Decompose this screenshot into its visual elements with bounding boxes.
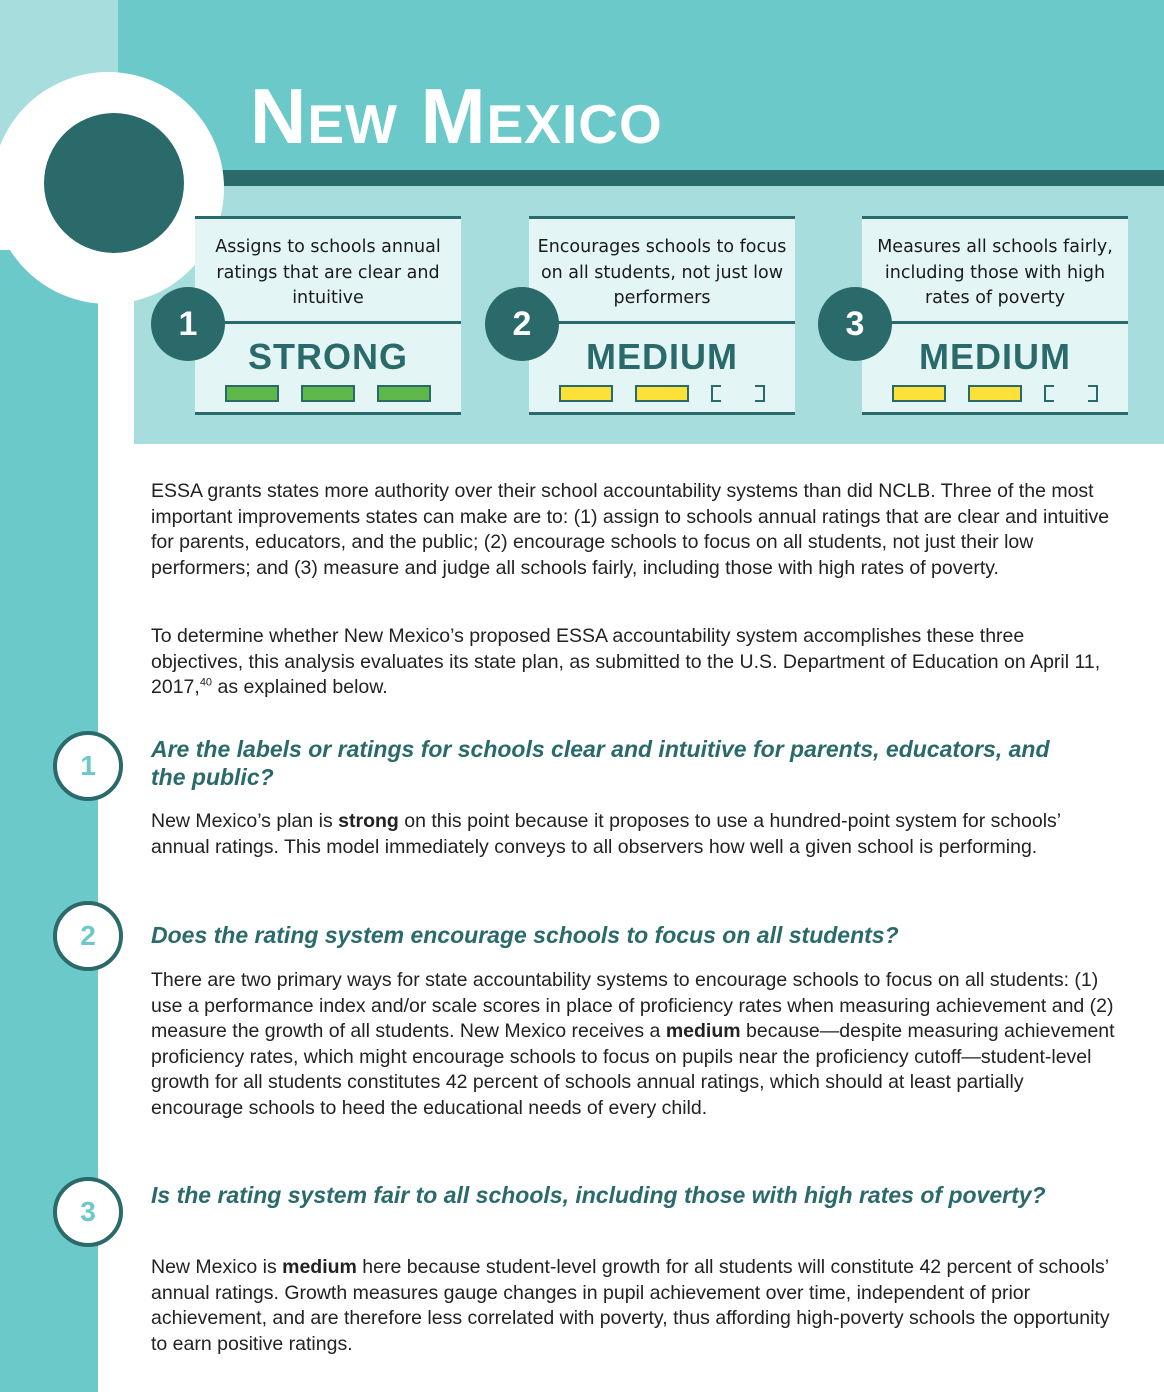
rating-number-badge: 3 (818, 287, 892, 361)
answer-text: New Mexico’s plan is (151, 810, 339, 832)
decorative-disc (44, 113, 184, 253)
rating-bar-empty (711, 385, 765, 402)
card-divider (223, 321, 461, 324)
rating-bar (635, 385, 689, 402)
question-number-badge: 1 (53, 731, 123, 801)
answer-text: There are two primary ways for state accountability systems to encourage schools to focus on all students: (1) use a performance index and/or scale scores in place of proficiency rates when measuring achievement and (2) measure the growth of all students. New Mexico receives a (151, 969, 1114, 1043)
rating-bars (862, 385, 1128, 402)
rating-bar (559, 385, 613, 402)
answer-text-end: on this point because it proposes to use a hundred-point system for schools’ annual ratings. This model immediately conveys to all observers how well a given school is performing. (151, 810, 1061, 858)
intro-text-end: as explained below. (212, 676, 388, 699)
rating-label: STRONG (247, 336, 408, 377)
rating-label: MEDIUM (919, 336, 1071, 377)
rating-label: MEDIUM (586, 336, 738, 377)
answer-text-end: here because student-level growth for all students will constitute 42 percent of schools’ annual ratings. Growth measures gauge changes in pupil achievement over time, independent of prior achievement, and are therefore less correlated with poverty, thus affording high-poverty schools the opportunity to earn positive ratings. (151, 1256, 1110, 1355)
rating-card-3 (862, 216, 1128, 415)
rating-bar (892, 385, 946, 402)
question-number-badge: 3 (53, 1177, 123, 1247)
question-answer (151, 968, 1121, 1122)
rating-bar (225, 385, 279, 402)
question-heading: Does the rating system encourage schools to focus on all students? (151, 922, 899, 948)
card-divider (557, 321, 795, 324)
question-answer (151, 1255, 1121, 1357)
rating-bars (529, 385, 795, 402)
question-number-badge: 2 (53, 901, 123, 971)
footnote-ref: 40 (199, 676, 213, 689)
card-divider (890, 321, 1128, 324)
question-heading: Is the rating system fair to all schools, including those with high rates of poverty? (151, 1182, 1046, 1208)
rating-number-badge: 2 (485, 287, 559, 361)
title-rule (148, 170, 1164, 186)
rating-card-2 (529, 216, 795, 415)
rating-number-badge: 1 (151, 287, 225, 361)
answer-rating: medium (282, 1256, 357, 1278)
answer-rating: strong (338, 810, 399, 832)
rating-bar-empty (1044, 385, 1098, 402)
intro-text: To determine whether New Mexico’s proposed ESSA accountability system accomplishes these three objectives, this analysis evaluates its state plan, as submitted to the U.S. Department of Education on April 11, 2017, (151, 625, 1101, 699)
rating-bars (195, 385, 461, 402)
rating-bar (968, 385, 1022, 402)
question-answer (151, 809, 1121, 860)
rating-card-1 (195, 216, 461, 415)
intro-paragraph-2 (151, 624, 1121, 701)
rating-bar (301, 385, 355, 402)
question-heading: Are the labels or ratings for schools clear and intuitive for parents, educators, and the public? (151, 736, 1050, 790)
rating-bar (377, 385, 431, 402)
intro-paragraph: ESSA grants states more authority over their school accountability systems than did NCLB. Three of the most important improvements states can make are to: (1) assign to schools annual ratings that are clear and intuitive for parents, educators, and the public; (2) encourage schools to focus on all students, not just their low performers; and (3) measure and judge all schools fairly, including those with high rates of poverty. (151, 480, 1110, 579)
rating-card-description: Measures all schools fairly, including those with high rates of poverty (877, 237, 1113, 308)
rating-card-description: Encourages schools to focus on all students, not just low performers (537, 237, 787, 308)
rating-card-description: Assigns to schools annual ratings that are clear and intuitive (215, 237, 441, 308)
page-title: New Mexico (250, 72, 663, 160)
answer-text: New Mexico is (151, 1256, 283, 1278)
answer-rating: medium (665, 1020, 741, 1043)
answer-text-end: because—despite measuring achievement proficiency rates, which might encourage schools to focus on pupils near the proficiency cutoff—student-level growth for all students constitutes 42 percent of schools annual ratings, which should at least partially encourage schools to heed the educational needs of every child. (151, 1020, 1115, 1119)
